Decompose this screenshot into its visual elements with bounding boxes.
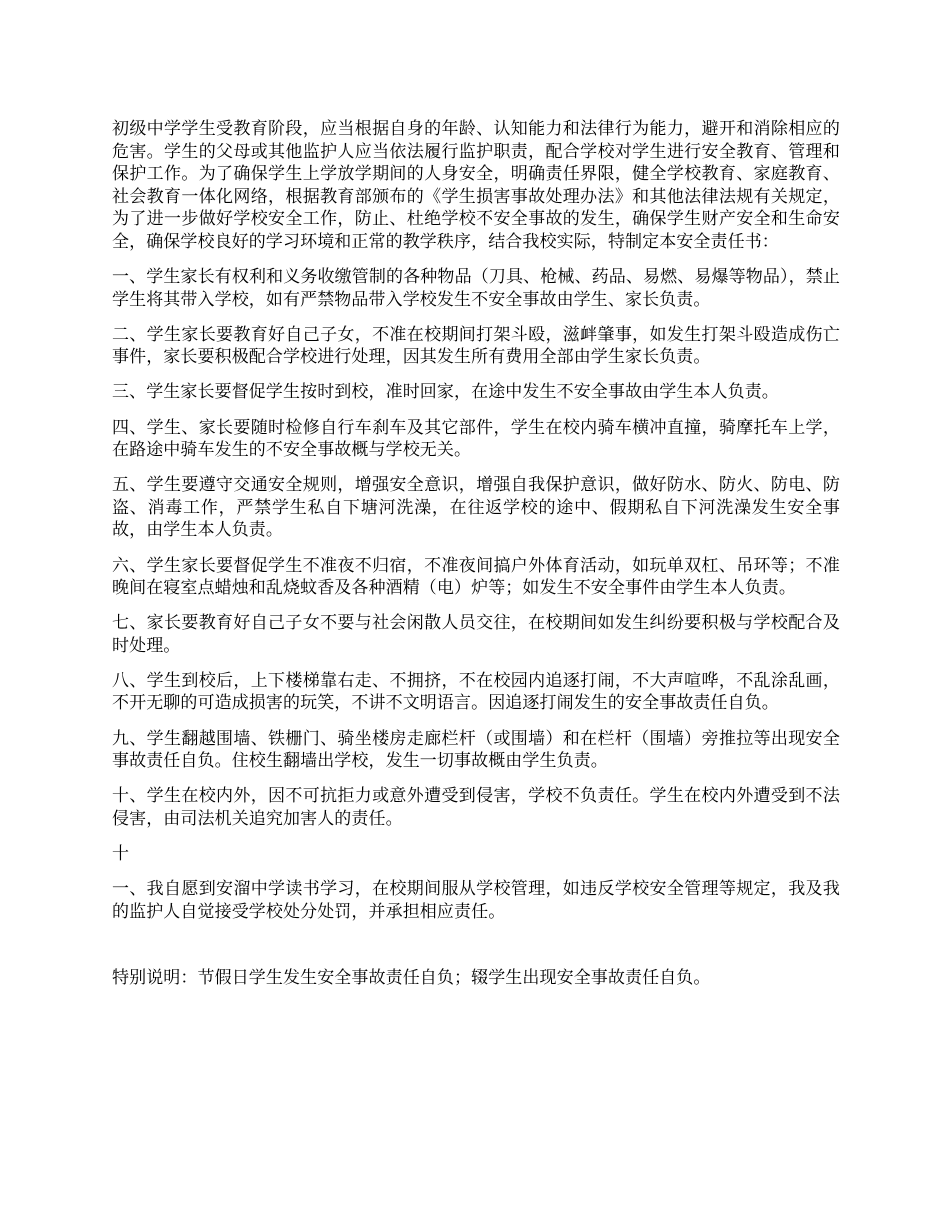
clause-4: 四、学生、家长要随时检修自行车刹车及其它部件，学生在校内骑车横冲直撞，骑摩托车上学，在路途中骑车发生的不安全事故概与学校无关。 xyxy=(112,417,840,461)
special-note: 特别说明：节假日学生发生安全事故责任自负；辍学生出现安全事故责任自负。 xyxy=(112,968,711,989)
clause-8: 八、学生到校后，上下楼梯靠右走、不拥挤，不在校园内追逐打闹，不大声喧哗，不乱涂乱画，不开无聊的可造成损害的玩笑，不讲不文明语言。因追逐打闹发生的安全事故责任自负。 xyxy=(112,670,840,714)
document-body xyxy=(112,118,840,1002)
clause-6: 六、学生家长要督促学生不准夜不归宿，不准夜间搞户外体育活动，如玩单双杠、吊环等；不准晚间在寝室点蜡烛和乱烧蚊香及各种酒精（电）炉等；如发生不安全事件由学生本人负责。 xyxy=(112,555,840,599)
intro-paragraph: 初级中学学生受教育阶段，应当根据自身的年龄、认知能力和法律行为能力，避开和消除相应的危害。学生的父母或其他监护人应当依法履行监护职责，配合学校对学生进行安全教育、管理和保护工作。为了确保学生上学放学期间的人身安全，明确责任界限，健全学校教育、家庭教育、社会教育一体化网络，根据教育部颁布的《学生损害事故处理办法》和其他法律法规有关规定，为了进一步做好学校安全工作，防止、杜绝学校不安全事故的发生，确保学生财产安全和生命安全，确保学校良好的学习环境和正常的教学秩序，结合我校实际，特制定本安全责任书： xyxy=(112,119,840,252)
clause-11: 一、我自愿到安溜中学读书学习，在校期间服从学校管理，如违反学校安全管理等规定，我及我的监护人自觉接受学校处分处罚，并承担相应责任。 xyxy=(112,879,840,922)
clause-9: 九、学生翻越围墙、铁栅门、骑坐楼房走廊栏杆（或围墙）和在栏杆（围墙）旁推拉等出现安全事故责任自负。住校生翻墙出学校，发生一切事故概由学生负责。 xyxy=(112,728,840,772)
clause-11-prefix: 十 xyxy=(112,843,130,864)
clause-10: 十、学生在校内外，因不可抗拒力或意外遭受到侵害，学校不负责任。学生在校内外遭受到不法侵害，由司法机关追究加害人的责任。 xyxy=(112,786,840,829)
clause-2: 二、学生家长要教育好自己子女，不准在校期间打架斗殴，滋衅肇事，如发生打架斗殴造成伤亡事件，家长要积极配合学校进行处理，因其发生所有费用全部由学生家长负责。 xyxy=(112,324,840,368)
clause-1: 一、学生家长有权利和义务收缴管制的各种物品（刀具、枪械、药品、易燃、易爆等物品），禁止学生将其带入学校，如有严禁物品带入学校发生不安全事故由学生、家长负责。 xyxy=(112,267,840,310)
clause-3: 三、学生家长要督促学生按时到校，准时回家，在途中发生不安全事故由学生本人负责。 xyxy=(112,382,779,403)
clause-7: 七、家长要教育好自己子女不要与社会闲散人员交往，在校期间如发生纠纷要积极与学校配合及时处理。 xyxy=(112,613,840,656)
clause-5: 五、学生要遵守交通安全规则，增强安全意识，增强自我保护意识，做好防水、防火、防电、防盗、消毒工作，严禁学生私自下塘河洗澡，在往返学校的途中、假期私自下河洗澡发生安全事故，由学生本人负责。 xyxy=(112,475,840,541)
